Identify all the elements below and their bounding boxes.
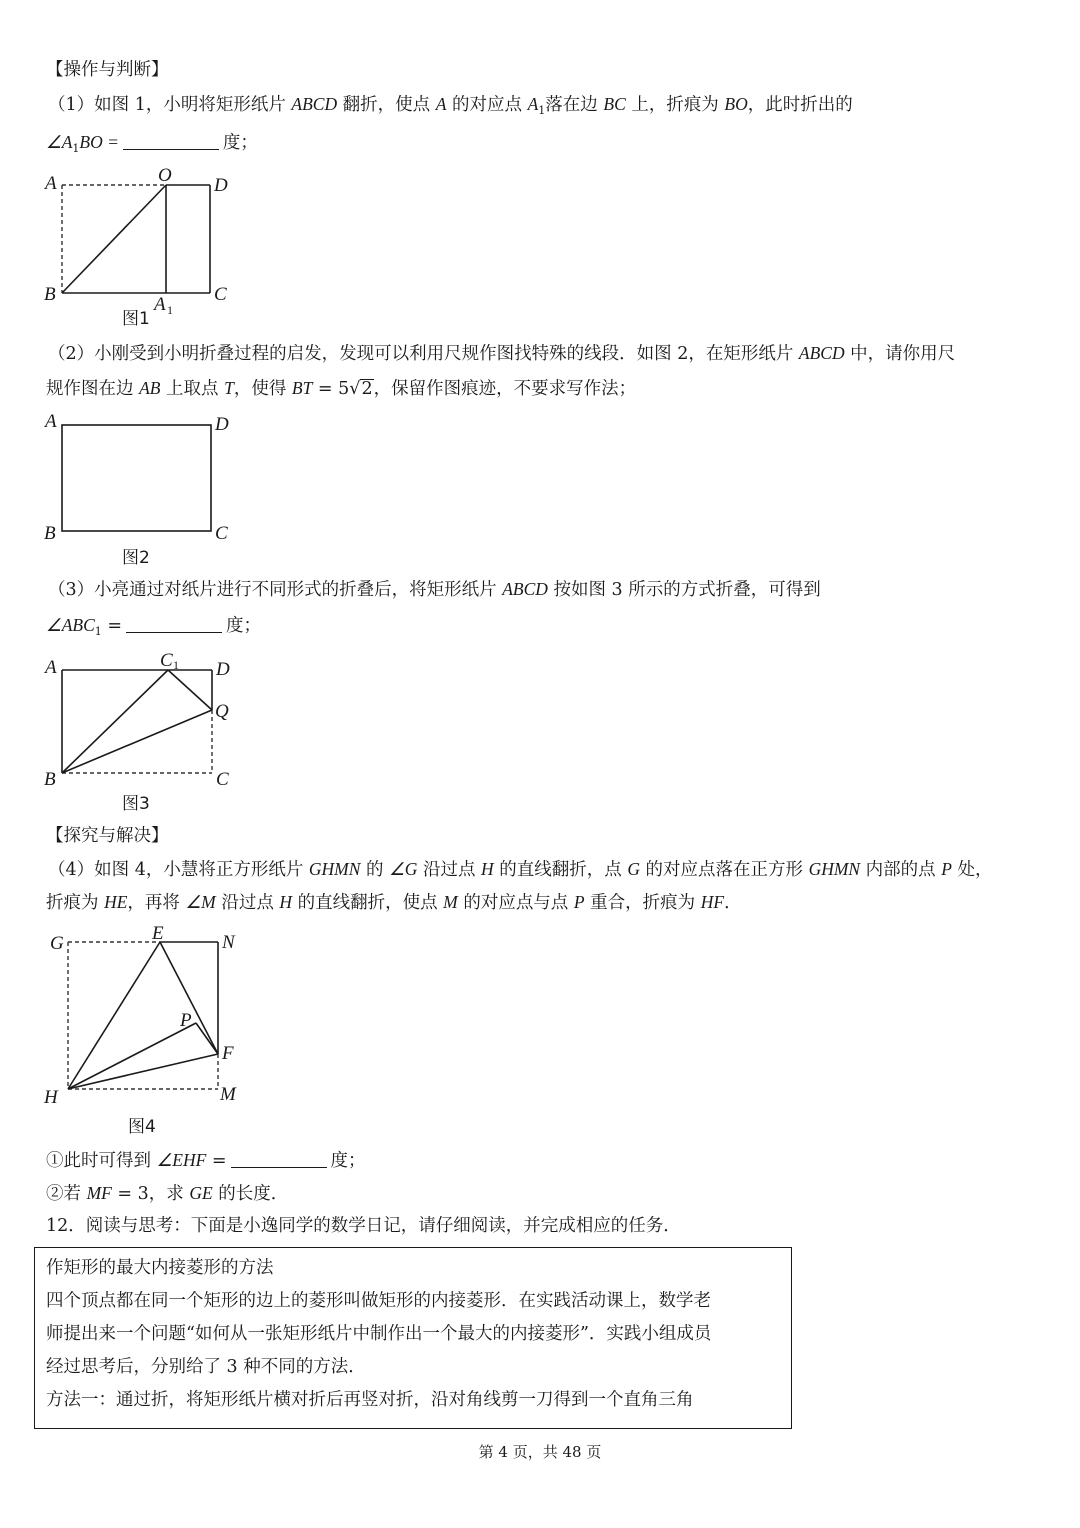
diary-paragraph-2: 师提出来一个问题“如何从一张矩形纸片中制作出一个最大的内接菱形”．实践小组成员 xyxy=(46,1324,712,1344)
question-3-line-2: $\angle ABC_1$ = 度； xyxy=(46,615,261,638)
figure-2 xyxy=(0,405,300,575)
fig2-label-B: B xyxy=(44,523,56,544)
fig3-caption: 图3 xyxy=(122,794,150,814)
fig1-label-A1: A xyxy=(154,294,166,315)
fig2-label-C: C xyxy=(215,523,228,544)
sub-question-1: ①此时可得到 ∠EHF = 度； xyxy=(46,1150,366,1171)
fig1-label-C: C xyxy=(214,284,227,305)
fig3-label-D: D xyxy=(216,659,230,680)
fig4-caption: 图4 xyxy=(128,1117,156,1137)
fig4-label-H: H xyxy=(44,1087,58,1108)
question-4-line-2: 折痕为 HE，再将 ∠M 沿过点 H 的直线翻折，使点 M 的对应点与点 P 重合，折痕为 HF． xyxy=(46,892,742,913)
answer-blank-1 xyxy=(123,131,219,150)
fig2-label-A: A xyxy=(45,411,57,432)
fig3-label-Q: Q xyxy=(215,701,229,722)
fig1-label-B: B xyxy=(44,284,56,305)
question-2-line-1: （2）小刚受到小明折叠过程的启发，发现可以利用尺规作图找特殊的线段．如图 2，在矩形纸片 ABCD 中，请你用尺 xyxy=(48,343,956,364)
page-footer: 第 4 页，共 48 页 xyxy=(478,1443,602,1461)
fig4-label-N: N xyxy=(222,932,235,953)
fig2-label-D: D xyxy=(215,414,229,435)
section-heading-explore: 【探究与解决】 xyxy=(46,826,169,846)
diary-title: 作矩形的最大内接菱形的方法 xyxy=(46,1258,274,1278)
section-heading-operate: 【操作与判断】 xyxy=(46,60,169,80)
diary-paragraph-3: 经过思考后，分别给了 3 种不同的方法． xyxy=(46,1357,366,1377)
diary-paragraph-1: 四个顶点都在同一个矩形的边上的菱形叫做矩形的内接菱形．在实践活动课上，数学老 xyxy=(46,1291,711,1311)
answer-blank-3 xyxy=(126,614,222,633)
question-1-line-1: （1）如图 1，小明将矩形纸片 ABCD 翻折，使点 A 的对应点 $A_1$落在边 BC 上，折痕为 BO，此时折出的 xyxy=(48,94,853,117)
fig4-label-P: P xyxy=(180,1010,192,1031)
fig1-label-A: A xyxy=(45,173,57,194)
question-1-line-2: $\angle A_1BO$ = 度； xyxy=(46,132,258,155)
fig3-label-B: B xyxy=(44,769,56,790)
diary-paragraph-4: 方法一：通过折，将矩形纸片横对折后再竖对折，沿对角线剪一刀得到一个直角三角 xyxy=(46,1390,694,1410)
diary-box xyxy=(34,1247,792,1429)
question-3-line-1: （3）小亮通过对纸片进行不同形式的折叠后，将矩形纸片 ABCD 按如图 3 所示的方式折叠，可得到 xyxy=(48,579,821,600)
fig3-label-A: A xyxy=(45,657,57,678)
fig4-label-F: F xyxy=(222,1043,234,1064)
fig3-label-C1: C xyxy=(160,650,173,671)
fig1-label-A1-sub: 1 xyxy=(167,303,173,317)
fig1-caption: 图1 xyxy=(122,309,150,329)
fig1-label-D: D xyxy=(214,175,228,196)
fig4-label-M: M xyxy=(220,1084,236,1105)
question-4-line-1: （4）如图 4，小慧将正方形纸片 GHMN 的 ∠G 沿过点 H 的直线翻折，点 G 的对应点落在正方形 GHMN 内部的点 P 处， xyxy=(48,859,993,880)
fig4-label-G: G xyxy=(50,933,64,954)
fig3-label-C: C xyxy=(216,769,229,790)
fig1-label-O: O xyxy=(158,165,172,186)
question-12-intro: 12．阅读与思考：下面是小逸同学的数学日记，请仔细阅读，并完成相应的任务． xyxy=(46,1216,681,1236)
figure-3 xyxy=(0,645,300,820)
figure-4 xyxy=(0,920,300,1145)
answer-blank-4 xyxy=(231,1149,327,1168)
question-2-line-2: 规作图在边 AB 上取点 T，使得 BT = 5√2，保留作图痕迹，不要求写作法； xyxy=(46,378,637,399)
fig4-label-E: E xyxy=(152,923,164,944)
sub-question-2: ②若 MF = 3，求 GE 的长度． xyxy=(46,1183,289,1204)
figure-1 xyxy=(0,160,300,340)
fig3-label-C1-sub: 1 xyxy=(173,658,179,672)
fig2-caption: 图2 xyxy=(122,548,150,568)
